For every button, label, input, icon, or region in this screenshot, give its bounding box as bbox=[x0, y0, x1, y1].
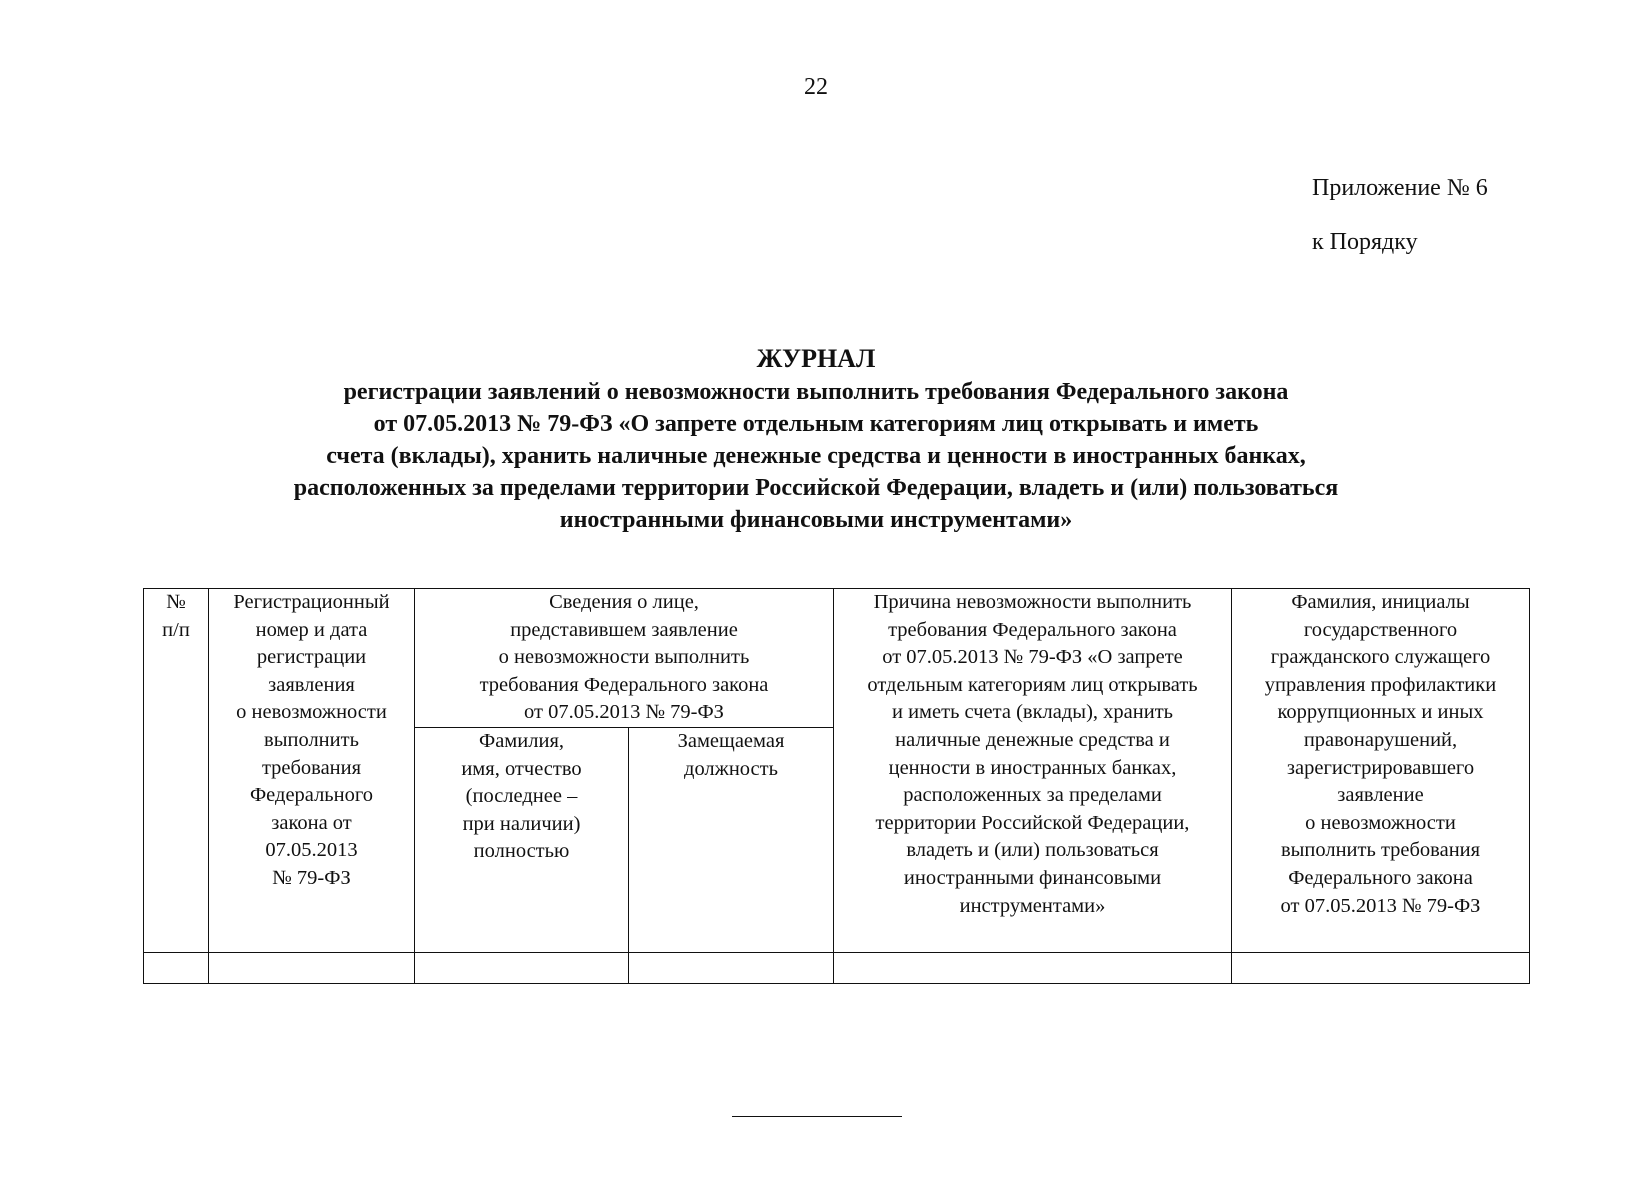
page-number: 22 bbox=[804, 74, 828, 100]
appendix-number: Приложение № 6 bbox=[1312, 175, 1488, 201]
end-divider bbox=[732, 1116, 902, 1117]
journal-table bbox=[143, 588, 1530, 984]
table-cell[interactable] bbox=[1232, 952, 1530, 983]
title-line: расположенных за пределами территории Российской Федерации, владеть и (или) пользоваться bbox=[293, 475, 1339, 501]
table-cell[interactable] bbox=[144, 952, 209, 983]
title-line: регистрации заявлений о невозможности выполнить требования Федерального закона bbox=[343, 379, 1289, 405]
header-registrar: Фамилия, инициалы государственного гражданского служащего управления профилактики коррупционных и иных правонарушений, зарегистрировавшего заявление о невозможности выполнить требования Федерального закона от 07.05.2013 № 79-ФЗ bbox=[1232, 589, 1530, 953]
header-position: Замещаемая должность bbox=[629, 727, 834, 952]
document-title bbox=[0, 342, 1632, 536]
table-cell[interactable] bbox=[415, 952, 629, 983]
header-person-info: Сведения о лице, представившем заявление о невозможности выполнить требования Федерального закона от 07.05.2013 № 79-ФЗ bbox=[415, 589, 834, 728]
title-line: счета (вклады), хранить наличные денежные средства и ценности в иностранных банках, bbox=[326, 443, 1306, 469]
appendix-reference bbox=[1312, 174, 1488, 256]
title-line: иностранными финансовыми инструментами» bbox=[559, 507, 1073, 533]
header-registration: Регистрационный номер и дата регистрации заявления о невозможности выполнить требования Федерального закона от 07.05.2013 № 79-ФЗ bbox=[209, 589, 415, 953]
table-cell[interactable] bbox=[629, 952, 834, 983]
header-reason: Причина невозможности выполнить требования Федерального закона от 07.05.2013 № 79-ФЗ «О запрете отдельным категориям лиц открывать и иметь счета (вклады), хранить наличные денежные средства и ценности в иностранных банках, расположенных за пределами территории Российской Федерации, владеть и (или) пользоваться иностранными финансовыми инструментами» bbox=[834, 589, 1232, 953]
header-full-name: Фамилия, имя, отчество (последнее – при наличии) полностью bbox=[415, 727, 629, 952]
title-heading: ЖУРНАЛ bbox=[756, 344, 876, 373]
table-header-row bbox=[144, 589, 1530, 728]
table-row bbox=[144, 952, 1530, 983]
appendix-target: к Порядку bbox=[1312, 229, 1418, 255]
table-cell[interactable] bbox=[209, 952, 415, 983]
title-line: от 07.05.2013 № 79-ФЗ «О запрете отдельным категориям лиц открывать и иметь bbox=[373, 411, 1259, 437]
table-cell[interactable] bbox=[834, 952, 1232, 983]
header-number: № п/п bbox=[144, 589, 209, 953]
